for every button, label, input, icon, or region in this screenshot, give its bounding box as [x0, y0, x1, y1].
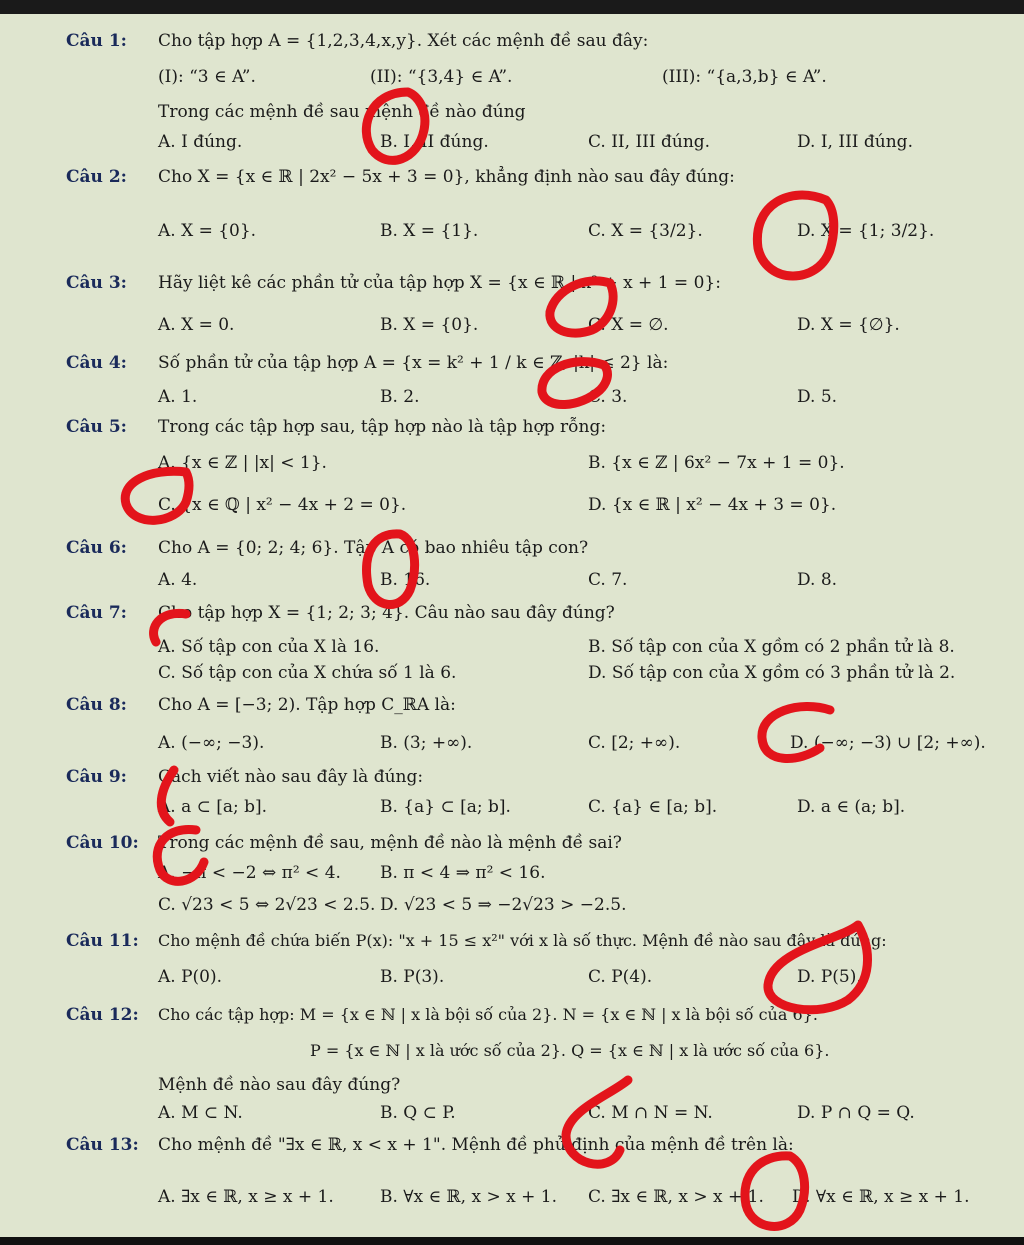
question-text: Cho A = {0; 2; 4; 6}. Tập A có bao nhiêu tập con? — [158, 538, 589, 558]
option-c[interactable]: C. II, III đúng. — [588, 132, 711, 152]
option-d[interactable]: D. Số tập con của X gồm có 3 phần tử là 2. — [588, 663, 956, 683]
question-text: Cho X = {x ∈ ℝ | 2x² − 5x + 3 = 0}, khẳng định nào sau đây đúng: — [158, 167, 735, 187]
option-d[interactable]: D. a ∈ (a; b]. — [797, 797, 906, 817]
option-a[interactable]: A. 4. — [158, 570, 198, 590]
question-text: Cho các tập hợp: M = {x ∈ ℕ | x là bội số của 2}. N = {x ∈ ℕ | x là bội số của 6}. — [158, 1005, 818, 1024]
option-d[interactable]: D. I, III đúng. — [797, 132, 913, 152]
statement: (II): “{3,4} ∈ A”. — [370, 67, 513, 87]
option-c[interactable]: C. ∃x ∈ ℝ, x > x + 1. — [588, 1187, 764, 1207]
option-c[interactable]: C. X = {3/2}. — [588, 221, 703, 241]
option-b[interactable]: B. I, II đúng. — [380, 132, 489, 152]
option-b[interactable]: B. X = {1}. — [380, 221, 479, 241]
question-number: Câu 1: — [66, 31, 127, 51]
question-text: Hãy liệt kê các phần tử của tập hợp X = {x ∈ ℝ | x² + x + 1 = 0}: — [158, 273, 721, 293]
option-d[interactable]: D. P ∩ Q = Q. — [797, 1103, 915, 1123]
question-number: Câu 3: — [66, 273, 127, 293]
question-number: Câu 9: — [66, 767, 127, 787]
question-number: Câu 8: — [66, 695, 127, 715]
option-d[interactable]: D. ∀x ∈ ℝ, x ≥ x + 1. — [792, 1187, 970, 1207]
question-number: Câu 2: — [66, 167, 127, 187]
option-b[interactable]: B. 16. — [380, 570, 431, 590]
option-b[interactable]: B. Số tập con của X gồm có 2 phần tử là 8. — [588, 637, 955, 657]
question-text: P = {x ∈ ℕ | x là ước số của 2}. Q = {x ∈ ℕ | x là ước số của 6}. — [310, 1041, 830, 1060]
option-c[interactable]: C. P(4). — [588, 967, 653, 987]
option-d[interactable]: D. P(5). — [797, 967, 862, 987]
question-number: Câu 13: — [66, 1135, 139, 1155]
option-d[interactable]: D. X = {1; 3/2}. — [797, 221, 935, 241]
option-c[interactable]: C. X = ∅. — [588, 315, 669, 335]
option-c[interactable]: C. 7. — [588, 570, 628, 590]
question-number: Câu 10: — [66, 833, 139, 853]
question-text: Số phần tử của tập hợp A = {x = k² + 1 / k ∈ ℤ, |k| ≤ 2} là: — [158, 353, 669, 373]
option-a[interactable]: A. a ⊂ [a; b]. — [158, 797, 268, 817]
option-d[interactable]: D. 8. — [797, 570, 838, 590]
top-bar — [0, 0, 1024, 14]
option-a[interactable]: A. P(0). — [158, 967, 223, 987]
question-number: Câu 7: — [66, 603, 127, 623]
option-d[interactable]: D. (−∞; −3) ∪ [2; +∞). — [790, 733, 986, 753]
question-text: Cho tập hợp A = {1,2,3,4,x,y}. Xét các mệnh đề sau đây: — [158, 31, 649, 51]
option-a[interactable]: A. (−∞; −3). — [158, 733, 265, 753]
option-c[interactable]: C. {a} ∈ [a; b]. — [588, 797, 718, 817]
option-c[interactable]: C. [2; +∞). — [588, 733, 681, 753]
option-a[interactable]: A. I đúng. — [158, 132, 243, 152]
option-b[interactable]: B. X = {0}. — [380, 315, 479, 335]
option-a[interactable]: A. X = 0. — [158, 315, 235, 335]
option-b[interactable]: B. (3; +∞). — [380, 733, 473, 753]
question-text: Cho tập hợp X = {1; 2; 3; 4}. Câu nào sau đây đúng? — [158, 603, 615, 623]
question-number: Câu 5: — [66, 417, 127, 437]
option-c[interactable]: C. M ∩ N = N. — [588, 1103, 713, 1123]
option-a[interactable]: A. −π < −2 ⇔ π² < 4. — [158, 863, 341, 883]
option-d[interactable]: D. √23 < 5 ⇒ −2√23 > −2.5. — [380, 895, 627, 915]
option-b[interactable]: B. P(3). — [380, 967, 445, 987]
statement: (III): “{a,3,b} ∈ A”. — [662, 67, 827, 87]
option-a[interactable]: A. {x ∈ ℤ | |x| < 1}. — [158, 453, 327, 473]
option-d[interactable]: D. 5. — [797, 387, 838, 407]
option-c[interactable]: C. Số tập con của X chứa số 1 là 6. — [158, 663, 457, 683]
option-d[interactable]: D. {x ∈ ℝ | x² − 4x + 3 = 0}. — [588, 495, 837, 515]
option-b[interactable]: B. {a} ⊂ [a; b]. — [380, 797, 511, 817]
question-text: Trong các mệnh đề sau mệnh đề nào đúng — [158, 102, 526, 122]
option-b[interactable]: B. Q ⊂ P. — [380, 1103, 456, 1123]
option-b[interactable]: B. 2. — [380, 387, 420, 407]
question-number: Câu 4: — [66, 353, 127, 373]
question-number: Câu 6: — [66, 538, 127, 558]
question-text: Trong các mệnh đề sau, mệnh đề nào là mệnh đề sai? — [158, 833, 622, 853]
question-text: Cho A = [−3; 2). Tập hợp C_ℝA là: — [158, 695, 456, 715]
statement: (I): “3 ∈ A”. — [158, 67, 256, 87]
option-b[interactable]: B. ∀x ∈ ℝ, x > x + 1. — [380, 1187, 557, 1207]
option-a[interactable]: A. X = {0}. — [158, 221, 257, 241]
question-text: Cách viết nào sau đây là đúng: — [158, 767, 424, 787]
option-b[interactable]: B. {x ∈ ℤ | 6x² − 7x + 1 = 0}. — [588, 453, 845, 473]
option-c[interactable]: C. √23 < 5 ⇔ 2√23 < 2.5. — [158, 895, 376, 915]
bottom-bar — [0, 1237, 1024, 1245]
question-number: Câu 12: — [66, 1005, 139, 1025]
option-a[interactable]: A. 1. — [158, 387, 198, 407]
option-c[interactable]: C. 3. — [588, 387, 628, 407]
option-b[interactable]: B. π < 4 ⇒ π² < 16. — [380, 863, 546, 883]
question-text: Cho mệnh đề chứa biến P(x): "x + 15 ≤ x²" với x là số thực. Mệnh đề nào sau đây là đúng: — [158, 931, 887, 950]
option-d[interactable]: D. X = {∅}. — [797, 315, 900, 335]
option-c[interactable]: C. {x ∈ ℚ | x² − 4x + 2 = 0}. — [158, 495, 407, 515]
option-a[interactable]: A. M ⊂ N. — [158, 1103, 243, 1123]
question-text: Cho mệnh đề "∃x ∈ ℝ, x < x + 1". Mệnh đề phủ định của mệnh đề trên là: — [158, 1135, 794, 1155]
question-number: Câu 11: — [66, 931, 139, 951]
option-a[interactable]: A. Số tập con của X là 16. — [158, 637, 380, 657]
question-text: Trong các tập hợp sau, tập hợp nào là tập hợp rỗng: — [158, 417, 607, 437]
option-a[interactable]: A. ∃x ∈ ℝ, x ≥ x + 1. — [158, 1187, 334, 1207]
question-text: Mệnh đề nào sau đây đúng? — [158, 1075, 401, 1095]
